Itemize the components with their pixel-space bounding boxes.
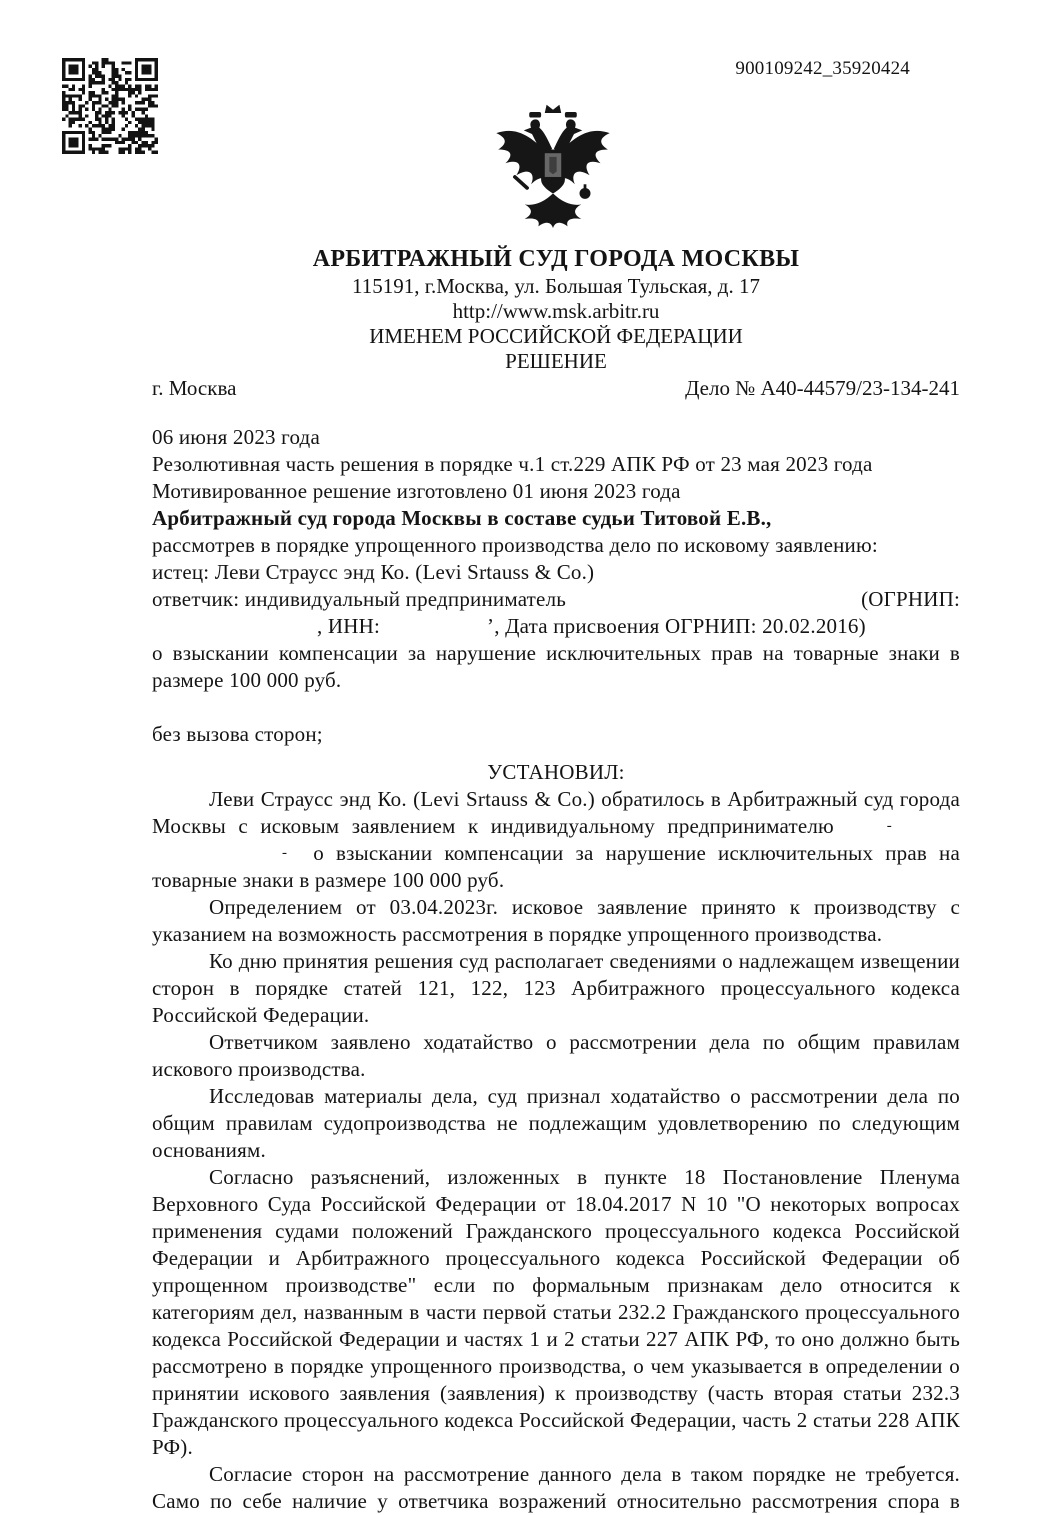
ogrnip-label: (ОГРНИП: (861, 587, 960, 611)
paragraph-line-text: Москвы с исковым заявлением к индивидуальному предпринимателю (152, 814, 834, 838)
paragraph-line (152, 813, 960, 840)
paragraph-line-text: о взыскании компенсации за нарушение исключительных прав на (313, 841, 960, 865)
inn-label: , ИНН: (317, 614, 381, 638)
considered-line: рассмотрев в порядке упрощенного производства дело по исковому заявлению: (152, 533, 878, 557)
judge-line: Арбитражный суд города Москвы в составе судьи Титовой Е.В., (152, 506, 772, 530)
defendant-line (152, 586, 960, 613)
court-website: http://www.msk.arbitr.ru (452, 299, 660, 323)
paragraph: Согласно разъяснений, изложенных в пункте 18 Постановление Пленума Верховного Суда Российской Федерации от 18.04.2017 N 10 "О некоторых вопросах применения судами положений Гражданского процессуального кодекса Российской Федерации и Арбитражного процессуального кодекса Российской Федерации об упрощенном производстве" если по формальным признакам дело относится к категориям дел, названным в части первой статьи 232.2 Гражданского процессуального кодекса Российской Федерации и частях 1 и 2 статьи 227 АПК РФ, то оно должно быть рассмотрено в порядке упрощенного производства, о чем указывается в определении о принятии искового заявления (заявления) к производству (часть вторая статьи 232.3 Гражданского процессуального кодекса Российской Федерации, часть 2 статьи 228 АПК РФ). (152, 1165, 960, 1459)
court-address: 115191, г.Москва, ул. Большая Тульская, д. 17 (352, 274, 760, 298)
inn-line (152, 613, 960, 640)
document-type-heading: РЕШЕНИЕ (505, 349, 607, 373)
in-name-of-line: ИМЕНЕМ РОССИЙСКОЙ ФЕДЕРАЦИИ (369, 324, 743, 348)
city-label: г. Москва (152, 376, 237, 400)
court-name: АРБИТРАЖНЫЙ СУД ГОРОДА МОСКВЫ (312, 246, 800, 272)
decision-date-line: 06 июня 2023 года (152, 425, 320, 449)
established-heading: УСТАНОВИЛ: (487, 760, 625, 784)
paragraph-line: Леви Страусс энд Ко. (Levi Srtauss & Co.) обратилось в Арбитражный суд города (209, 787, 960, 811)
claim-subject-line: о взыскании компенсации за нарушение исключительных прав на товарные знаки в размере 100 000 руб. (152, 641, 960, 692)
decision-text (152, 424, 960, 1515)
defendant-label: ответчик: индивидуальный предприниматель (152, 587, 567, 611)
paragraph-line (152, 840, 960, 867)
paragraph: Согласие сторон на рассмотрение данного дела в таком порядке не требуется. Само по себе наличие у ответчика возражений относительно рассмотрения спора в (152, 1462, 960, 1513)
paragraph-claim-filed (152, 786, 960, 894)
redaction-dash: - (886, 818, 892, 834)
paragraph: Ко дню принятия решения суд располагает сведениями о надлежащем извещении сторон в порядке статей 121, 122, 123 Арбитражного процессуального кодекса Российской Федерации. (152, 949, 960, 1027)
paragraph: Ответчиком заявлено ходатайство о рассмотрении дела по общим правилам искового производства. (152, 1030, 960, 1081)
qr-code-icon (62, 58, 158, 154)
without-parties-line: без вызова сторон; (152, 722, 323, 746)
coat-of-arms-icon (489, 100, 617, 232)
paragraph: Исследовав материалы дела, суд признал ходатайство о рассмотрении дела по общим правилам судопроизводства не подлежащим удовлетворению по следующим основаниям. (152, 1084, 960, 1162)
letterhead (152, 244, 960, 401)
paragraph-line: товарные знаки в размере 100 000 руб. (152, 868, 505, 892)
paragraph: Определением от 03.04.2023г. исковое заявление принято к производству с указанием на возможность рассмотрения в порядке упрощенного производства. (152, 895, 960, 946)
ogrnip-date: ’, Дата присвоения ОГРНИП: 20.02.2016) (487, 614, 866, 638)
redaction-gap (380, 613, 487, 640)
motivated-decision-line: Мотивированное решение изготовлено 01 июня 2023 года (152, 479, 681, 503)
document-number: 900109242_35920424 (735, 58, 910, 79)
case-number: Дело № А40-44579/23-134-241 (685, 376, 960, 400)
plaintiff-line: истец: Леви Страусс энд Ко. (Levi Srtauss & Co.) (152, 560, 595, 584)
resolutive-part-line: Резолютивная часть решения в порядке ч.1 ст.229 АПК РФ от 23 мая 2023 года (152, 452, 873, 476)
redaction-dash: - (282, 845, 288, 861)
blank-line (152, 694, 960, 721)
